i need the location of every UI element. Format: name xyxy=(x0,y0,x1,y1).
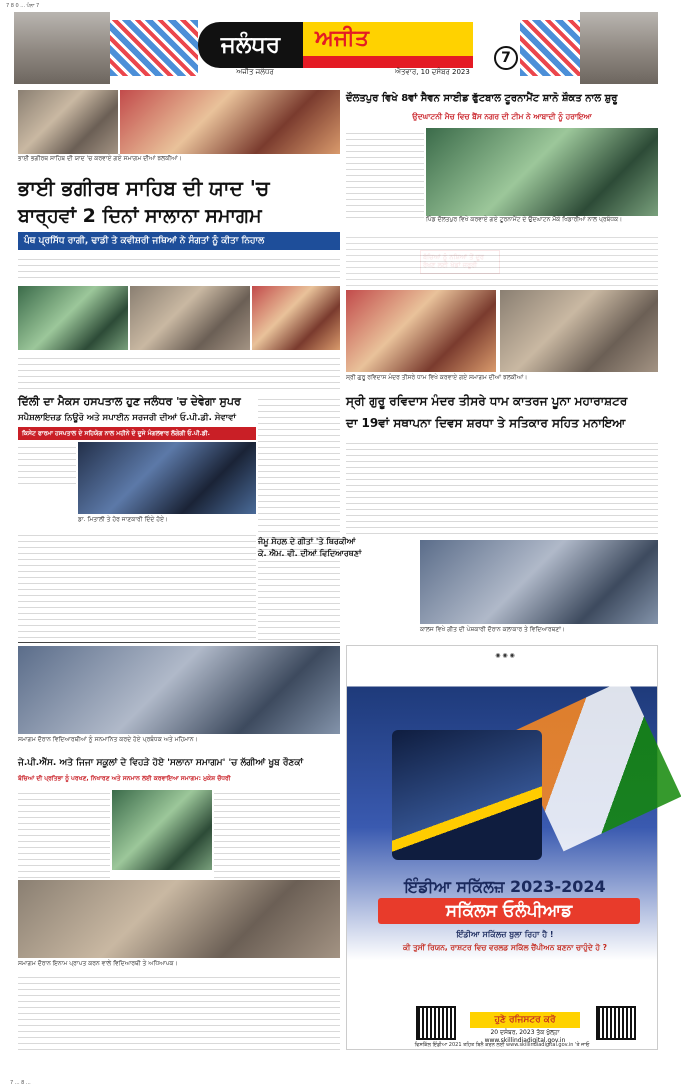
story2-headline: ਦੌਲਤਪੁਰ ਵਿਖੇ 8ਵਾਂ ਸੈਵਨ ਸਾਈਡ ਫੁੱਟਬਾਲ ਟੂਰਨਾਮੈਂਟ ਸ਼ਾਨੋ ਸ਼ੌਕਤ ਨਾਲ ਸ਼ੁਰੂ xyxy=(346,93,618,104)
story1-subhead: ਪੰਥ ਪ੍ਰਸਿੱਧ ਰਾਗੀ, ਢਾਡੀ ਤੇ ਕਵੀਸ਼ਰੀ ਜਥਿਆਂ ਨੇ ਸੰਗਤਾਂ ਨੂੰ ਕੀਤਾ ਨਿਹਾਲ xyxy=(18,232,340,250)
story4-photo-caption: ਸ੍ਰੀ ਗੁਰੂ ਰਵਿਦਾਸ ਮੰਦਰ ਤੀਸਰੇ ਧਾਮ ਵਿਖੇ ਕਰਵਾਏ ਗਏ ਸਮਾਗਮ ਦੀਆਂ ਝਲਕੀਆਂ। xyxy=(346,374,528,381)
ad-subline-1: ਇੰਡੀਆ ਸਕਿੱਲਜ਼ ਬੁਲਾ ਰਿਹਾ ਹੈ ! xyxy=(456,930,554,939)
story5-body-text xyxy=(18,788,110,878)
story5-headline: ਜੇ.ਪੀ.ਐੱਸ. ਅਤੇ ਜਿਜਾ ਸਕੂਲਾਂ ਦੇ ਵਿਹੜੇ ਹੋਏ 'ਸਲਾਨਾ ਸਮਾਗਮ' 'ਚ ਲੱਗੀਆਂ ਖੂਬ ਰੌਣਕਾਂ xyxy=(18,758,304,768)
story4-side-headline-1: ਜੰਮੂ ਸੋਹਲ ਦੇ ਗੀਤਾਂ 'ਤੇ ਥਿਰਕੀਆਂ xyxy=(258,537,356,546)
print-strip-top: 7 8 0 ... ਪੰਨਾ 7 xyxy=(6,3,40,9)
story5-photo-b xyxy=(112,790,212,870)
ad-emblem-icon: ◉ ◉ ◉ xyxy=(495,652,515,659)
story1-photo-c xyxy=(18,286,128,350)
story5-subhead: ਬੱਚਿਆਂ ਦੀ ਪ੍ਰਤਿਭਾ ਨੂੰ ਪਰਖਣ, ਨਿਖਾਰਣ ਅਤੇ ਸਨਮਾਨ ਲਈ ਕਰਵਾਇਆ ਸਮਾਗਮ: ਮੁਕੇਸ਼ ਚੌਧਰੀ xyxy=(18,775,231,782)
ad-government-logos xyxy=(410,652,600,680)
story4-headline-1: ਸ੍ਰੀ ਗੁਰੂ ਰਵਿਦਾਸ ਮੰਦਰ ਤੀਸਰੇ ਧਾਮ ਕਾਤਰਜ ਪੂਨਾ ਮਹਾਰਾਸ਼ਟਰ xyxy=(346,394,628,408)
ad-qr-code-left xyxy=(416,1006,456,1040)
story5-photo-a xyxy=(18,646,340,734)
story5-photo-c xyxy=(18,880,340,958)
story4-body-text xyxy=(346,438,658,534)
masthead-logo-ajit: ਅਜੀਤ xyxy=(303,22,473,56)
story3-headline-1: ਦਿੱਲੀ ਦਾ ਮੈਕਸ ਹਸਪਤਾਲ ਹੁਣ ਜਲੰਧਰ 'ਚ ਦੇਵੇਗਾ ਸੁਪਰ xyxy=(18,395,241,408)
masthead-subtitle: ਅਜੀਤ ਜਲੰਧਰ xyxy=(236,68,274,76)
story4-bottom-caption: ਕਾਲਜ ਵਿਖੇ ਗੀਤ ਦੀ ਪੇਸ਼ਕਾਰੀ ਦੌਰਾਨ ਕਲਾਕਾਰ ਤੇ ਵਿਦਿਆਰਥਣਾਂ। xyxy=(420,626,566,633)
story4-photo-a xyxy=(346,290,496,372)
story1-headline-1: ਭਾਈ ਭਗੀਰਥ ਸਾਹਿਬ ਦੀ ਯਾਦ 'ਚ xyxy=(18,176,270,200)
story1-photo-e xyxy=(252,286,340,350)
masthead-photo-left xyxy=(14,12,110,84)
story1-headline-2: ਬਾਰ੍ਹਵਾਂ 2 ਦਿਨਾਂ ਸਾਲਾਨਾ ਸਮਾਗਮ xyxy=(18,205,262,227)
print-strip-bottom: 7 ... 8 ... xyxy=(10,1080,31,1086)
masthead-pattern-right xyxy=(520,20,580,76)
story4-photo-c xyxy=(420,540,658,624)
ad-footer: ਵਿਸਕਿੱਲ ਇੰਡੀਆ 2021 ਤਹਿਤ ਬਿਨੈ ਕਰਨ ਲਈ www.skillindiadigital.gov.in 'ਤੇ ਜਾਓ xyxy=(414,1042,590,1048)
story1-body-text xyxy=(18,254,340,282)
divider xyxy=(18,642,340,643)
ad-url: www.skillindiadigital.gov.in xyxy=(484,1037,566,1044)
masthead-red-bar xyxy=(303,56,473,68)
story1-photo-d xyxy=(130,286,250,350)
story3-headline-2: ਸਪੈਸ਼ਲਾਇਜ਼ਡ ਨਿਊਰੋ ਅਤੇ ਸਪਾਈਨ ਸਰਜਰੀ ਦੀਆਂ ਓ.ਪੀ.ਡੀ. ਸੇਵਾਵਾਂ xyxy=(18,413,236,423)
story3-photo xyxy=(78,442,256,514)
ad-title: ਇੰਡੀਆ ਸਕਿੱਲਜ਼ 2023-2024 xyxy=(404,877,606,896)
story3-body-text xyxy=(18,442,76,484)
masthead-photo-right xyxy=(580,12,658,84)
story2-photo xyxy=(426,128,658,216)
story3-photo-caption: ਡਾ. ਮਿਤਾਲੀ ਤੇ ਹੋਰ ਜਾਣਕਾਰੀ ਦਿੰਦੇ ਹੋਏ। xyxy=(78,516,168,523)
story5-body-text-3 xyxy=(18,972,340,1050)
story2-subhead: ਉਦਘਾਟਨੀ ਮੈਚ ਵਿਚ ਬੈਂਸ ਨਗਰ ਦੀ ਟੀਮ ਨੇ ਆਬਾਦੀ ਨੂੰ ਹਰਾਇਆ xyxy=(412,112,592,121)
story1-photo-a xyxy=(18,90,118,154)
story2-body-text xyxy=(346,128,424,218)
page-number: 7 xyxy=(494,46,518,70)
story5-body-text-2 xyxy=(214,788,340,878)
story2-photo-caption: ਪਿੰਡ ਦੌਲਤਪੁਰ ਵਿਖੇ ਕਰਵਾਏ ਗਏ ਟੂਰਨਾਮੈਂਟ ਦੇ ਉਦਘਾਟਨ ਮੌਕੇ ਖਿਡਾਰੀਆਂ ਨਾਲ ਪ੍ਰਬੰਧਕ। xyxy=(426,216,623,223)
story5-photo-caption: ਸਮਾਗਮ ਦੌਰਾਨ ਵਿਦਿਆਰਥੀਆਂ ਨੂੰ ਸਨਮਾਨਿਤ ਕਰਦੇ ਹੋਏ ਪ੍ਰਬੰਧਕ ਅਤੇ ਮਹਿਮਾਨ। xyxy=(18,736,198,743)
column-text-middle xyxy=(258,394,340,640)
ad-date-text: 20 ਦਸੰਬਰ, 2023 ਤੱਕ ਖੁੱਲ੍ਹਾ xyxy=(490,1029,560,1036)
story1-photo-b xyxy=(120,90,340,154)
ad-banner: ਸਕਿੱਲਸ ਓਲੰਪੀਆਡ xyxy=(378,898,640,924)
story3-body-text-2 xyxy=(18,530,256,640)
ad-qr-code-right xyxy=(596,1006,636,1040)
ad-date xyxy=(470,1029,580,1044)
masthead-pattern-left xyxy=(110,20,198,76)
masthead-date: ਐਤਵਾਰ, 10 ਦਸੰਬਰ 2023 xyxy=(395,68,470,76)
story4-photo-b xyxy=(500,290,658,372)
masthead-logo-jalandhar: ਜਲੰਧਰ xyxy=(198,22,303,68)
story1-body-text-2 xyxy=(18,353,340,391)
story4-headline-2: ਦਾ 19ਵਾਂ ਸਥਾਪਨਾ ਦਿਵਸ ਸ਼ਰਧਾ ਤੇ ਸਤਿਕਾਰ ਸਹਿਤ ਮਨਾਇਆ xyxy=(346,416,626,430)
ad-subline-2: ਕੀ ਤੁਸੀਂ ਰਿਯਨ, ਰਾਸ਼ਟਰ ਵਿਚ ਵਰਲਡ ਸਕਿੱਲ ਚੈਂਪੀਅਨ ਬਣਨਾ ਚਾਹੁੰਦੇ ਹੋ ? xyxy=(403,943,607,952)
story5-bottom-caption: ਸਮਾਗਮ ਦੌਰਾਨ ਇਨਾਮ ਪ੍ਰਾਪਤ ਕਰਨ ਵਾਲੇ ਵਿਦਿਆਰਥੀ ਤੇ ਅਧਿਆਪਕ। xyxy=(18,960,178,967)
story3-subhead: ਕਿਸੇਟ ਫਾਰਮਾ ਹਸਪਤਾਲ ਦੇ ਸਹਿਯੋਗ ਨਾਲ ਮਹੀਨੇ ਦੇ ਦੂਜੇ ਮੰਗਲਵਾਰ ਲੱਗੇਗੀ ਓ.ਪੀ.ਡੀ. xyxy=(18,427,256,440)
story2-body-text-2 xyxy=(346,232,658,286)
story4-side-headline-2: ਕੇ. ਐਮ. ਵੀ. ਦੀਆਂ ਵਿਦਿਆਰਥਣਾਂ xyxy=(258,549,362,558)
story1-photo-caption: ਭਾਈ ਭਗੀਰਥ ਸਾਹਿਬ ਦੀ ਯਾਦ 'ਚ ਕਰਵਾਏ ਗਏ ਸਮਾਗਮ ਦੀਆਂ ਝਲਕੀਆਂ। xyxy=(18,155,182,162)
ad-skilled-worker-image xyxy=(392,730,542,860)
ad-register-button: ਹੁਣੇ ਰਜਿਸਟਰ ਕਰੋ xyxy=(470,1012,580,1028)
